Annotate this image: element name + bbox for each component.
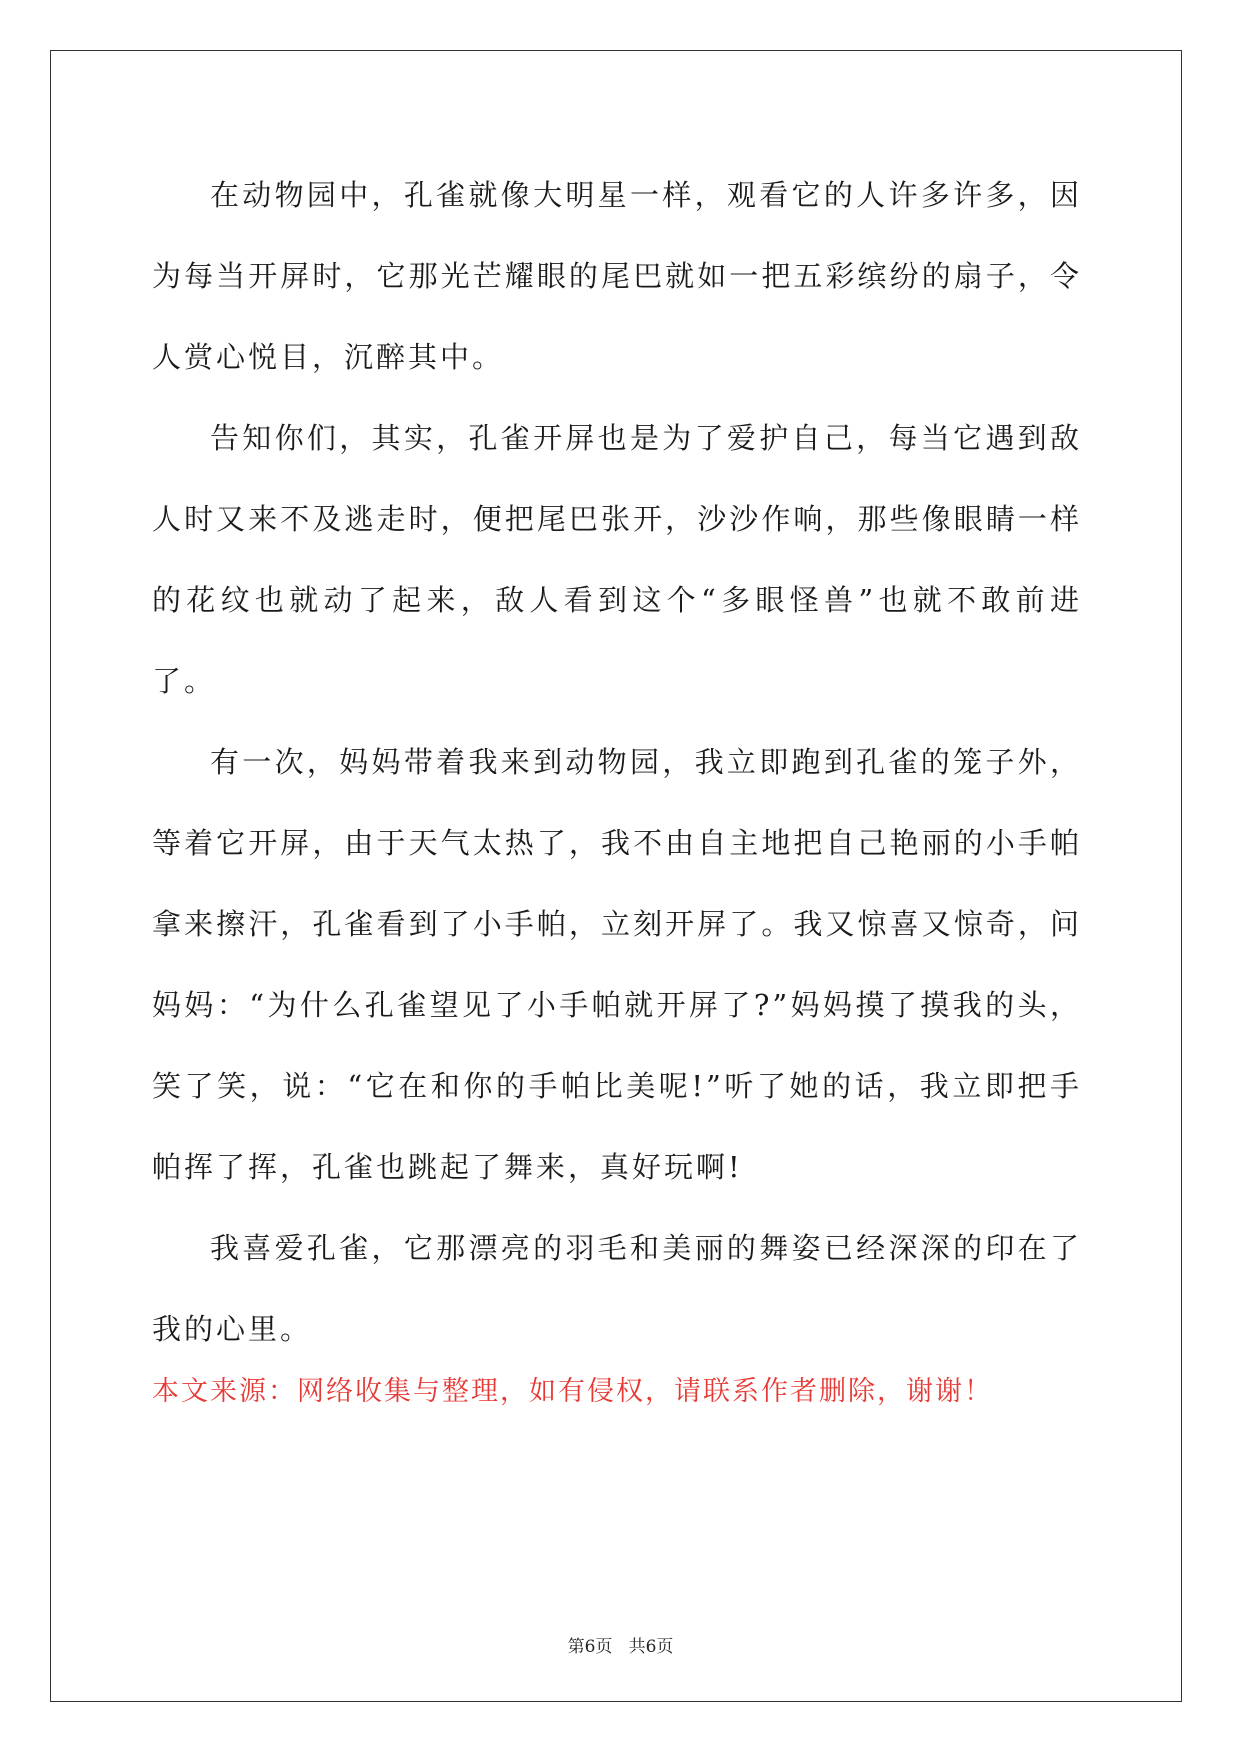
paragraph-3: 有一次，妈妈带着我来到动物园，我立即跑到孔雀的笼子外，等着它开屏，由于天气太热了，我不由自主地把自己艳丽的小手帕拿来擦汗，孔雀看到了小手帕，立刻开屏了。我又惊喜又惊奇，问妈妈：“为什么孔雀望见了小手帕就开屏了?”妈妈摸了摸我的头，笑了笑，说：“它在和你的手帕比美呢!”听了她的话，我立即把手帕挥了挥，孔雀也跳起了舞来，真好玩啊! bbox=[152, 745, 1082, 1184]
article-body bbox=[152, 155, 1082, 1370]
paragraph-2: 告知你们，其实，孔雀开屏也是为了爱护自己，每当它遇到敌人时又来不及逃走时，便把尾巴张开，沙沙作响，那些像眼睛一样的花纹也就动了起来，敌人看到这个“多眼怪兽”也就不敢前进了。 bbox=[152, 421, 1082, 698]
page-footer: 第6页 共6页 bbox=[567, 1637, 674, 1657]
paragraph-4: 我喜爱孔雀，它那漂亮的羽毛和美丽的舞姿已经深深的印在了我的心里。 bbox=[152, 1231, 1082, 1346]
source-disclaimer: 本文来源：网络收集与整理，如有侵权，请联系作者删除，谢谢！ bbox=[152, 1376, 993, 1407]
paragraph-1: 在动物园中，孔雀就像大明星一样，观看它的人许多许多，因为每当开屏时，它那光芒耀眼的尾巴就如一把五彩缤纷的扇子，令人赏心悦目，沉醉其中。 bbox=[152, 178, 1082, 374]
